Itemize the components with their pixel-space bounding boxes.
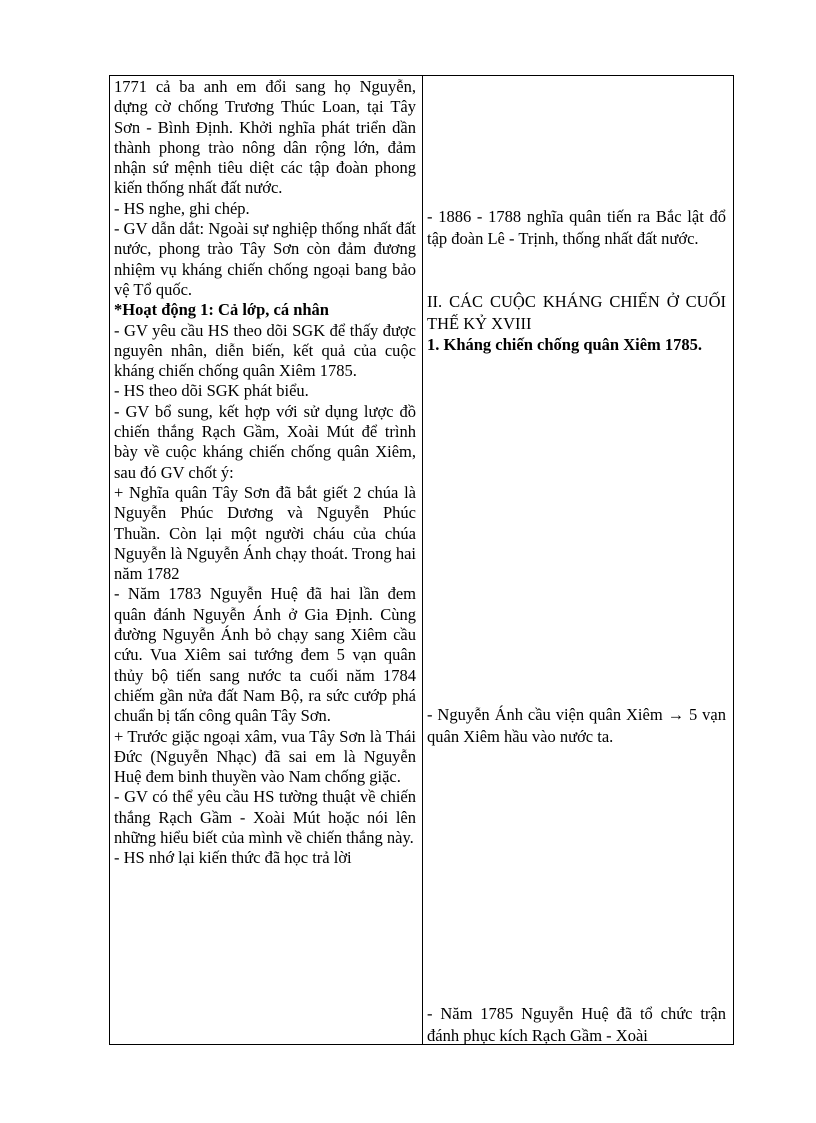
section-heading: II. CÁC CUỘC KHÁNG CHIẾN Ở CUỐI THẾ KỶ XVIII: [427, 292, 726, 333]
rach-gam-note: - Năm 1785 Nguyễn Huệ đã tổ chức trận đánh phục kích Rạch Gầm - Xoài: [427, 1004, 726, 1045]
paragraph-lords-killed: + Nghĩa quân Tây Sơn đã bắt giết 2 chúa là Nguyễn Phúc Dương và Nguyễn Phúc Thuần. Còn lại một người cháu của chúa Nguyễn là Nguyễn Ánh chạy thoát. Trong hai năm 1782: [114, 482, 416, 584]
paragraph-gv-supplement: - GV bổ sung, kết hợp với sử dụng lược đồ chiến thắng Rạch Gầm, Xoài Mút để trình bày về cuộc kháng chiến chống quân Xiêm, sau đó GV chốt ý:: [114, 401, 416, 482]
column-divider: [422, 76, 423, 1044]
paragraph-hs-recall: - HS nhớ lại kiến thức đã học trả lời: [114, 848, 352, 868]
paragraph-hs-listen: - HS nghe, ghi chép.: [114, 198, 250, 218]
siam-request-note: - Nguyễn Ánh cầu viện quân Xiêm → 5 vạn quân Xiêm hầu vào nước ta.: [427, 705, 726, 746]
lesson-table: [109, 75, 734, 1045]
paragraph-gv-narrate: - GV có thể yêu cầu HS tường thuật về chiến thắng Rạch Gầm - Xoài Mút hoặc nói lên những hiểu biết của mình về chiến thắng này.: [114, 787, 416, 847]
activity-heading: *Hoạt động 1: Cả lớp, cá nhân: [114, 300, 329, 320]
paragraph-intro: 1771 cả ba anh em đổi sang họ Nguyễn, dựng cờ chống Trương Thúc Loan, tại Tây Sơn - Bình Định. Khởi nghĩa phát triển dần thành phong trào nông dân rộng lớn, đảm nhận sứ mệnh tiêu diệt các tập đoàn phong kiến thống nhất đất nước.: [114, 77, 416, 198]
content-column: [427, 76, 726, 1044]
paragraph-1783-campaign: - Năm 1783 Nguyễn Huệ đã hai lần đem quân đánh Nguyễn Ánh ở Gia Định. Cùng đường Nguyễn Ánh bỏ chạy sang Xiêm cầu cứu. Vua Xiêm sai tướng đem 5 vạn quân thủy bộ tiến sang nước ta cuối năm 1784 chiếm gần nửa đất Nam Bộ, ra sức cướp phá chuẩn bị tấn công quân Tây Sơn.: [114, 584, 416, 726]
activities-column: [114, 77, 416, 869]
unification-note: - 1886 - 1788 nghĩa quân tiến ra Bắc lật đổ tập đoàn Lê - Trịnh, thống nhất đất nước.: [427, 207, 726, 248]
paragraph-thai-duc: + Trước giặc ngoại xâm, vua Tây Sơn là Thái Đức (Nguyễn Nhạc) đã sai em là Nguyễn Huệ đem binh thuyền vào Nam chống giặc.: [114, 726, 416, 787]
right-block-section-heading: [427, 291, 726, 356]
subsection-title: 1. Kháng chiến chống quân Xiêm 1785: [427, 335, 698, 354]
right-block-siam-request: [427, 704, 726, 747]
right-block-unification: [427, 206, 726, 249]
subsection-heading: [427, 334, 726, 356]
paragraph-gv-lead: - GV dẫn dắt: Ngoài sự nghiệp thống nhất đất nước, phong trào Tây Sơn còn đảm đương nhiệm vụ kháng chiến chống ngoại bang bảo vệ Tổ quốc.: [114, 219, 416, 299]
subsection-period: .: [697, 335, 703, 354]
paragraph-hs-speak: - HS theo dõi SGK phát biểu.: [114, 381, 309, 401]
right-block-rach-gam: [427, 1003, 726, 1046]
paragraph-gv-request: - GV yêu cầu HS theo dõi SGK để thấy được nguyên nhân, diễn biến, kết quả của cuộc kháng chiến chống quân Xiêm 1785.: [114, 320, 416, 381]
